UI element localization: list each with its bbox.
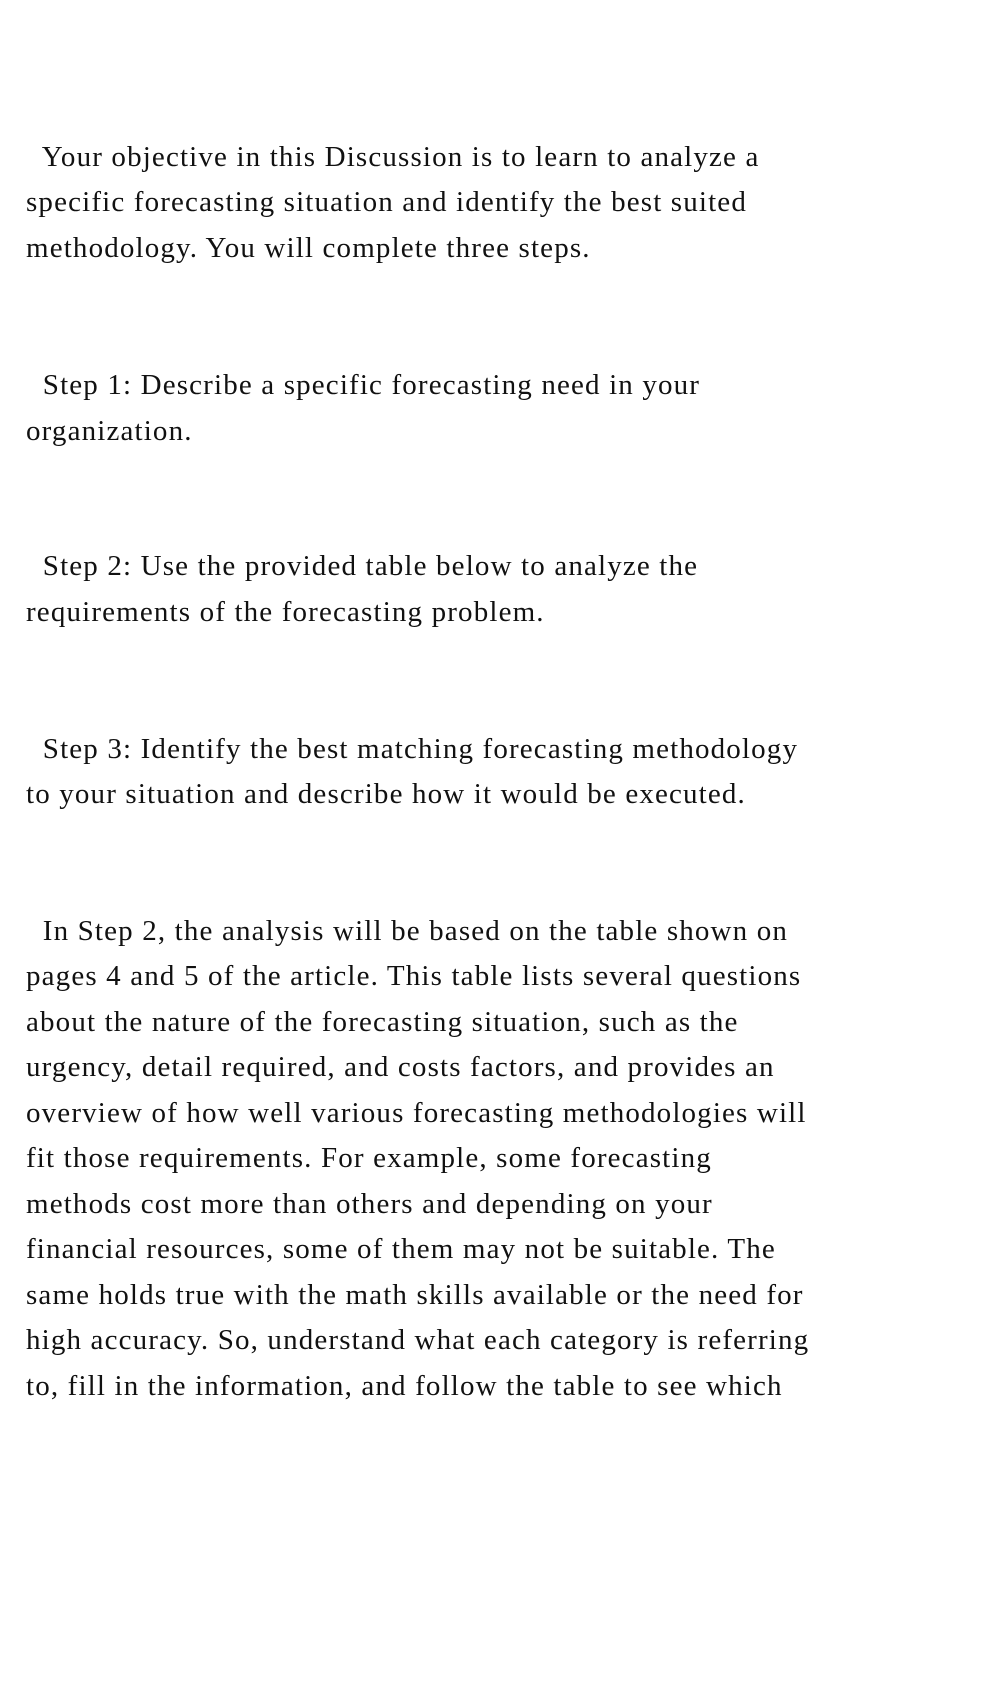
text-line: Step 3: Identify the best matching forecasting methodology [26, 733, 799, 765]
text-line: Your objective in this Discussion is to learn to analyze a [26, 141, 760, 173]
text-line: requirements of the forecasting problem. [26, 596, 545, 628]
text-line: fit those requirements. For example, some forecasting [26, 1142, 712, 1174]
text-line: pages 4 and 5 of the article. This table lists several questions [26, 960, 802, 992]
text-line: overview of how well various forecasting methodologies will [26, 1097, 807, 1129]
text-line: to your situation and describe how it would be executed. [26, 778, 746, 810]
text-line: financial resources, some of them may not be suitable. The [26, 1233, 776, 1265]
text-line: urgency, detail required, and costs factors, and provides an [26, 1051, 775, 1083]
text-line: Step 1: Describe a specific forecasting need in your [26, 369, 701, 401]
text-line: about the nature of the forecasting situation, such as the [26, 1006, 739, 1038]
text-line: In Step 2, the analysis will be based on the table shown on [26, 915, 789, 947]
text-line: Step 2: Use the provided table below to analyze the [26, 550, 699, 582]
text-line: same holds true with the math skills available or the need for [26, 1279, 804, 1311]
text-line: high accuracy. So, understand what each category is referring [26, 1324, 810, 1356]
text-line: methods cost more than others and depending on your [26, 1188, 713, 1220]
text-line: specific forecasting situation and identify the best suited [26, 186, 747, 218]
text-line: to, fill in the information, and follow the table to see which [26, 1370, 783, 1402]
text-line: organization. [26, 415, 193, 447]
text-line: methodology. You will complete three steps. [26, 232, 591, 264]
